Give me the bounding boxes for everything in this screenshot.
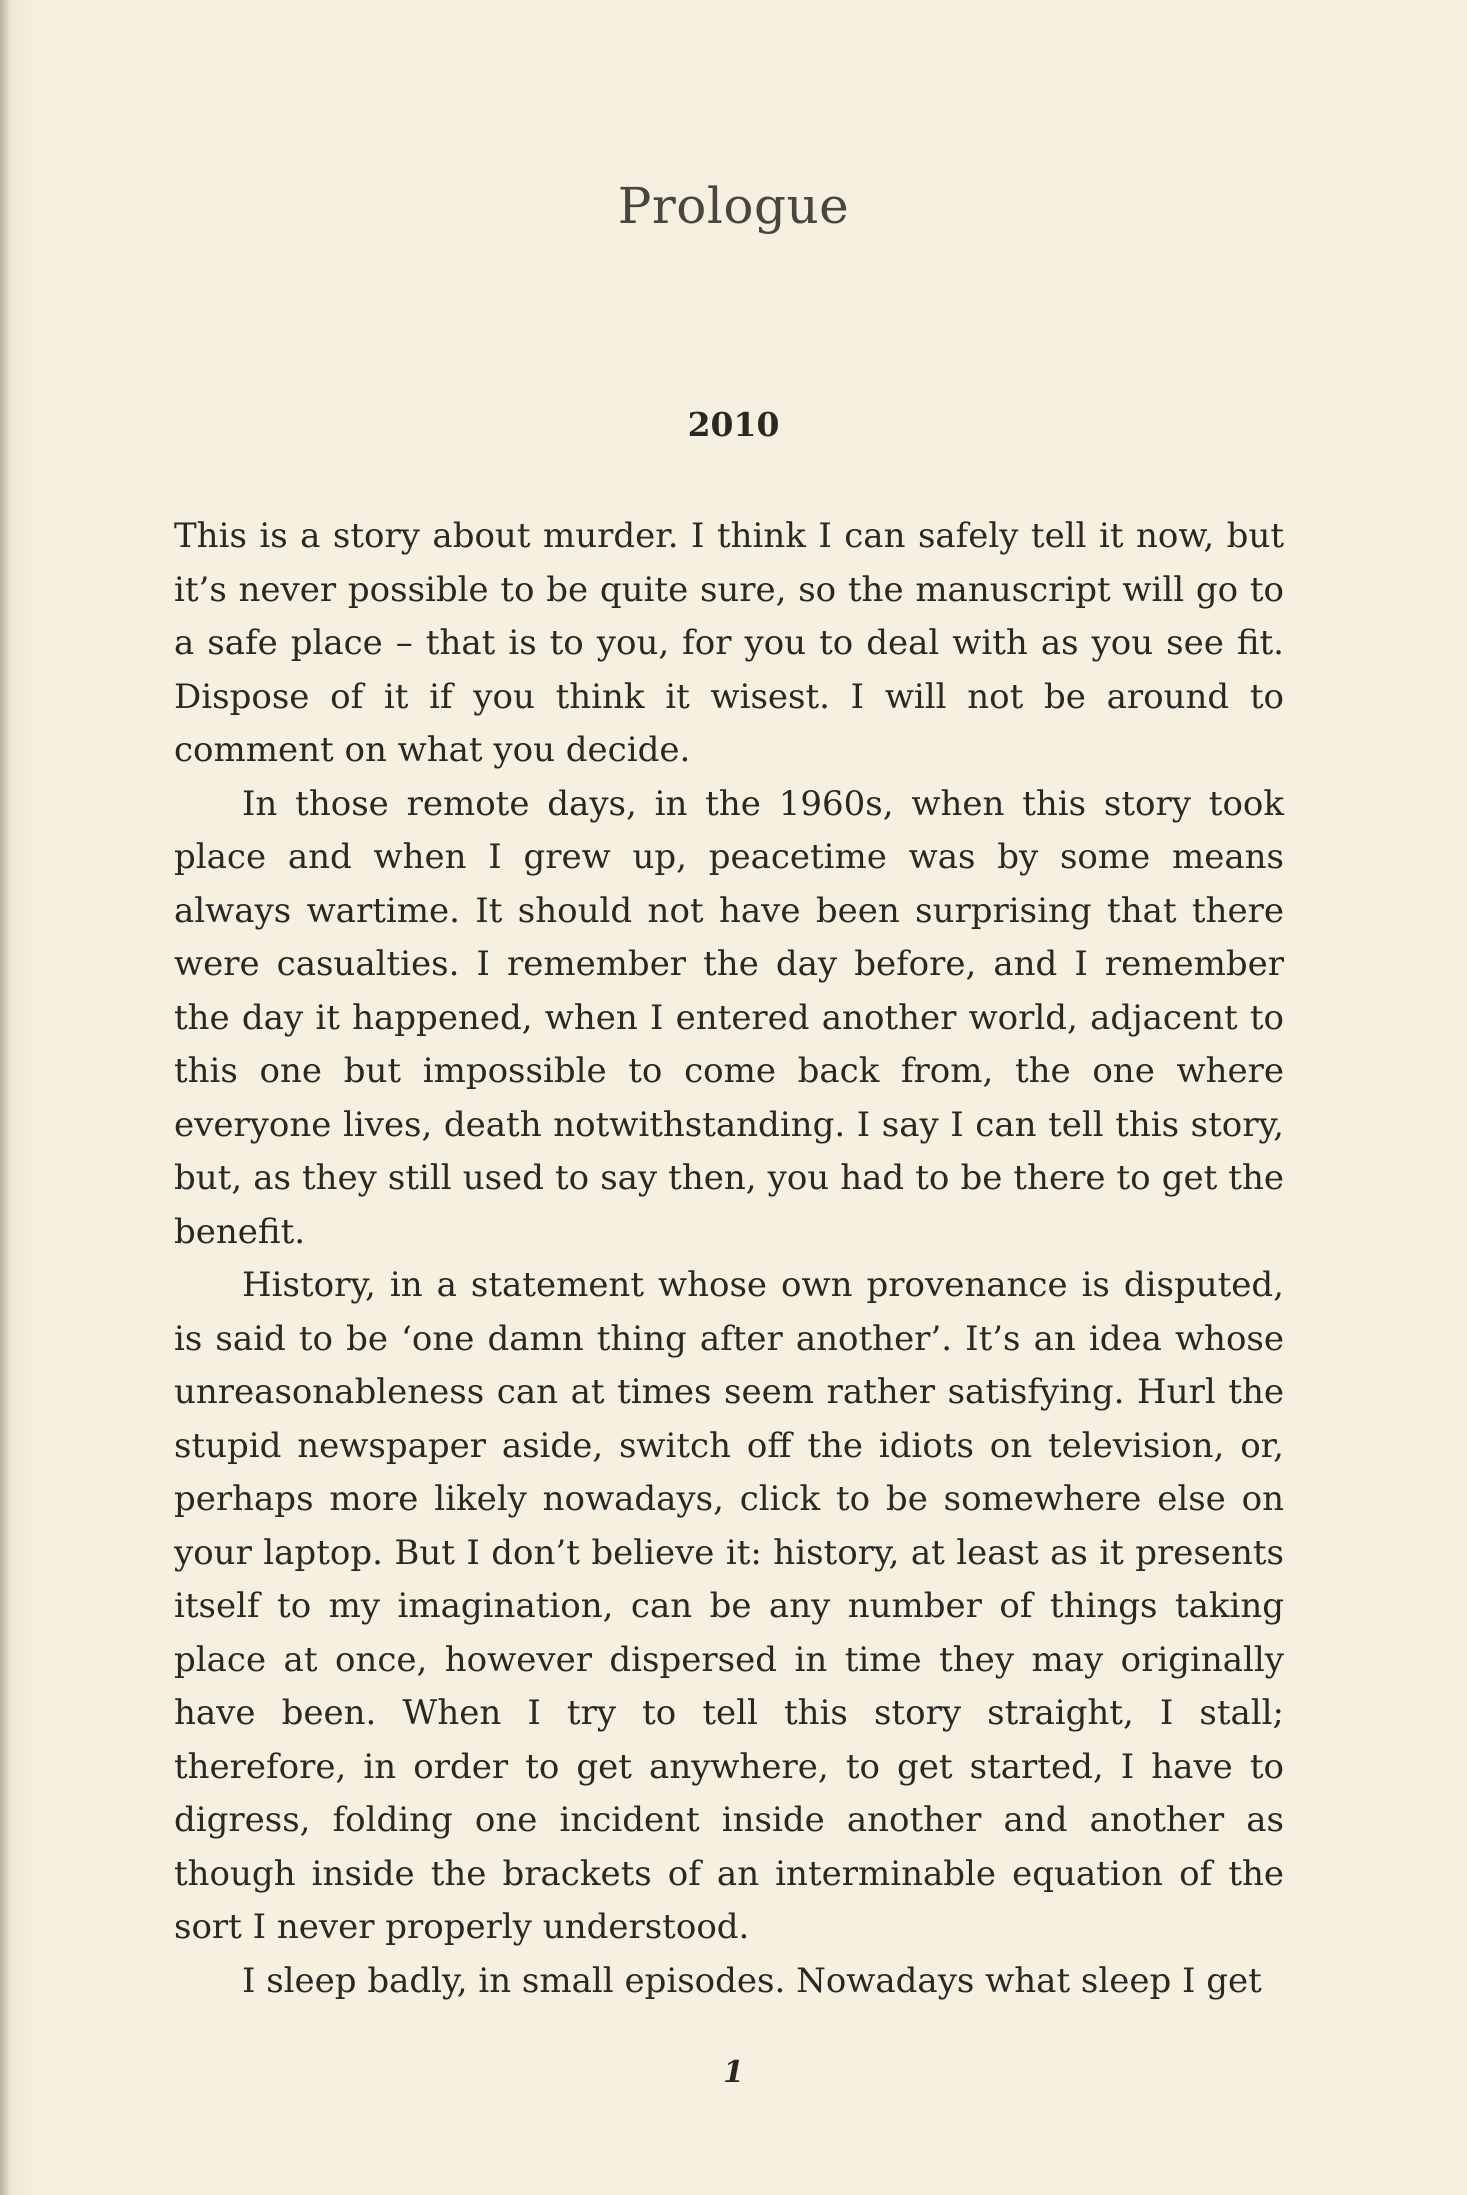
chapter-title: Prologue <box>617 177 850 235</box>
year-heading: 2010 <box>687 405 780 444</box>
paragraph-2: In those remote days, in the 1960s, when this story took place and when I grew up, peacetime was by some means always wartime. It should not have been surprising that there were casualties. I remember the day before, and I remember the day it happened, when I entered another world, adjacent to this one but impossible to come back from, the one where everyone lives, death notwithstanding. I say I can tell this story, but, as they still used to say then, you had to be there to get the benefit. <box>174 783 1284 1252</box>
body-text <box>174 510 1284 2008</box>
paragraph-1: This is a story about murder. I think I can safely tell it now, but it’s never possible to be quite sure, so the manuscript will go to a safe place – that is to you, for you to deal with as you see fit. Dispose of it if you think it wisest. I will not be around to comment on what you decide. <box>174 516 1284 770</box>
page-number: 1 <box>723 2055 744 2090</box>
paragraph-4: I sleep badly, in small episodes. Nowadays what sleep I get <box>242 1960 1262 2001</box>
paragraph-3: History, in a statement whose own provenance is disputed, is said to be ‘one damn thing after another’. It’s an idea whose unreasonableness can at times seem rather satisfying. Hurl the stupid newspaper aside, switch off the idiots on television, or, perhaps more likely nowadays, click to be somewhere else on your laptop. But I don’t believe it: history, at least as it presents itself to my imagination, can be any number of things taking place at once, however dispersed in time they may originally have been. When I try to tell this story straight, I stall; therefore, in order to get anywhere, to get started, I have to digress, folding one incident inside another and another as though inside the brackets of an interminable equation of the sort I never properly understood. <box>174 1265 1284 1947</box>
spine-shadow <box>0 0 10 2195</box>
